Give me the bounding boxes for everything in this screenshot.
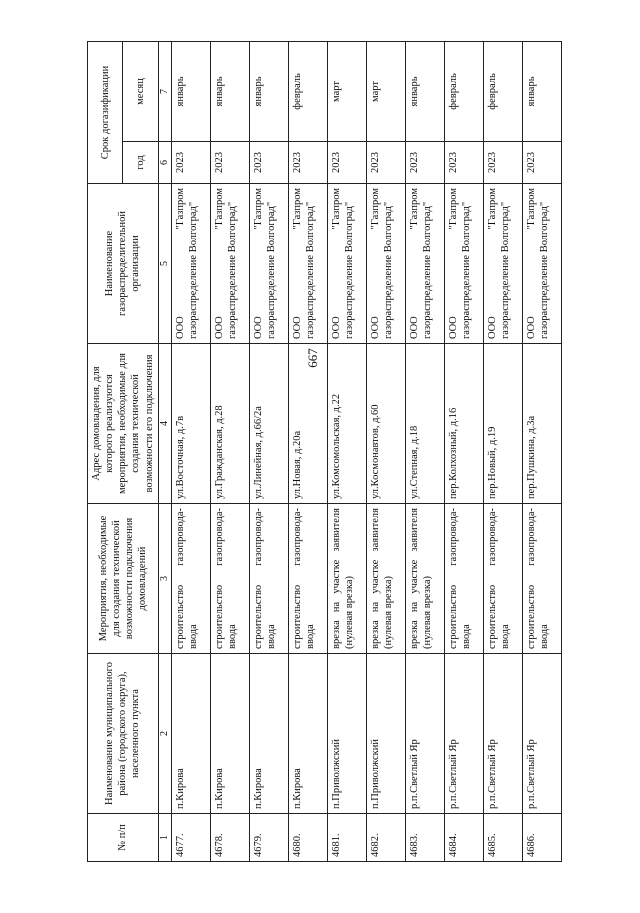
row-month: январь bbox=[406, 41, 445, 141]
row-year: 2023 bbox=[445, 142, 484, 184]
row-number: 4679. bbox=[250, 814, 289, 862]
row-address: ул.Восточная, д.7в bbox=[172, 344, 211, 504]
row-month: январь bbox=[172, 41, 211, 141]
row-number: 4677. bbox=[172, 814, 211, 862]
table-row bbox=[406, 41, 445, 861]
column-index-row bbox=[158, 41, 172, 861]
row-month: март bbox=[328, 41, 367, 141]
page-number: 667 bbox=[305, 348, 320, 368]
row-year: 2023 bbox=[211, 142, 250, 184]
row-place: р.п.Светлый Яр bbox=[406, 654, 445, 814]
row-month: март bbox=[367, 41, 406, 141]
row-org: ООО "Газпром газораспределение Волгоград" bbox=[211, 184, 250, 344]
table-row bbox=[250, 41, 289, 861]
row-month: январь bbox=[523, 41, 562, 141]
row-measure: строительство газопровода-ввода bbox=[523, 504, 562, 654]
row-year: 2023 bbox=[250, 142, 289, 184]
row-measure: строительство газопровода-ввода bbox=[484, 504, 523, 654]
row-place: р.п.Светлый Яр bbox=[484, 654, 523, 814]
row-address: пер.Колхозный, д.16 bbox=[445, 344, 484, 504]
row-number: 4678. bbox=[211, 814, 250, 862]
row-number: 4681. bbox=[328, 814, 367, 862]
table-row bbox=[172, 41, 211, 861]
row-number: 4680. bbox=[289, 814, 328, 862]
row-place: п.Приволжский bbox=[328, 654, 367, 814]
row-measure: строительство газопровода-ввода bbox=[445, 504, 484, 654]
header-district: Наименование муниципального района (городского округа), населенного пункта bbox=[88, 654, 159, 814]
row-year: 2023 bbox=[172, 142, 211, 184]
row-number: 4683. bbox=[406, 814, 445, 862]
row-address: ул.Комсомольская, д.22 bbox=[328, 344, 367, 504]
row-month: февраль bbox=[289, 41, 328, 141]
row-number: 4685. bbox=[484, 814, 523, 862]
header-measures: Мероприятия, необходимые для создания технической возможности подключения домовладений bbox=[88, 504, 159, 654]
row-measure: врезка на участке заявителя (нулевая врезка) bbox=[328, 504, 367, 654]
row-address: ул.Космонавтов, д.60 bbox=[367, 344, 406, 504]
table-row bbox=[211, 41, 250, 861]
row-address: пер.Пушкина, д.3а bbox=[523, 344, 562, 504]
row-month: январь bbox=[211, 41, 250, 141]
row-year: 2023 bbox=[367, 142, 406, 184]
header-address: Адрес домовладения, для которого реализуются мероприятия, необходимые для создания технической возможности его подключения bbox=[88, 344, 159, 504]
row-org: ООО "Газпром газораспределение Волгоград" bbox=[289, 184, 328, 344]
row-month: январь bbox=[250, 41, 289, 141]
row-measure: врезка на участке заявителя (нулевая врезка) bbox=[406, 504, 445, 654]
row-measure: строительство газопровода-ввода bbox=[250, 504, 289, 654]
row-org: ООО "Газпром газораспределение Волгоград" bbox=[328, 184, 367, 344]
row-year: 2023 bbox=[523, 142, 562, 184]
row-place: п.Кирова bbox=[289, 654, 328, 814]
row-month: февраль bbox=[484, 41, 523, 141]
row-place: р.п.Светлый Яр bbox=[445, 654, 484, 814]
row-org: ООО "Газпром газораспределение Волгоград" bbox=[484, 184, 523, 344]
table-row bbox=[523, 41, 562, 861]
row-number: 4686. bbox=[523, 814, 562, 862]
table-row bbox=[484, 41, 523, 861]
row-year: 2023 bbox=[328, 142, 367, 184]
row-org: ООО "Газпром газораспределение Волгоград" bbox=[523, 184, 562, 344]
col-index: 6 bbox=[158, 142, 172, 184]
col-index: 1 bbox=[158, 814, 172, 862]
row-org: ООО "Газпром газораспределение Волгоград" bbox=[250, 184, 289, 344]
col-index: 7 bbox=[158, 41, 172, 141]
row-place: п.Кирова bbox=[250, 654, 289, 814]
row-address: ул.Линейная, д.66/2а bbox=[250, 344, 289, 504]
col-index: 5 bbox=[158, 184, 172, 344]
table-row bbox=[289, 41, 328, 861]
row-place: п.Приволжский bbox=[367, 654, 406, 814]
row-year: 2023 bbox=[289, 142, 328, 184]
col-index: 3 bbox=[158, 504, 172, 654]
table-row bbox=[328, 41, 367, 861]
row-place: п.Кирова bbox=[211, 654, 250, 814]
header-year: год bbox=[123, 142, 158, 184]
col-index: 4 bbox=[158, 344, 172, 504]
table-row bbox=[367, 41, 406, 861]
table-row bbox=[445, 41, 484, 861]
row-number: 4682. bbox=[367, 814, 406, 862]
header-month: месяц bbox=[123, 41, 158, 141]
row-address: ул.Степная, д.18 bbox=[406, 344, 445, 504]
header-org: Наименование газораспределительной организации bbox=[88, 184, 159, 344]
col-index: 2 bbox=[158, 654, 172, 814]
row-place: р.п.Светлый Яр bbox=[523, 654, 562, 814]
row-address: ул.Новая, д.20а bbox=[289, 344, 328, 504]
row-address: ул.Гражданская, д.28 bbox=[211, 344, 250, 504]
row-year: 2023 bbox=[406, 142, 445, 184]
gasification-table bbox=[87, 41, 562, 862]
row-measure: строительство газопровода-ввода bbox=[211, 504, 250, 654]
row-org: ООО "Газпром газораспределение Волгоград" bbox=[406, 184, 445, 344]
row-measure: строительство газопровода-ввода bbox=[289, 504, 328, 654]
row-number: 4684. bbox=[445, 814, 484, 862]
row-measure: строительство газопровода-ввода bbox=[172, 504, 211, 654]
header-term: Срок догазификации bbox=[88, 41, 123, 183]
row-place: п.Кирова bbox=[172, 654, 211, 814]
row-year: 2023 bbox=[484, 142, 523, 184]
row-measure: врезка на участке заявителя (нулевая врезка) bbox=[367, 504, 406, 654]
row-org: ООО "Газпром газораспределение Волгоград" bbox=[172, 184, 211, 344]
document-table-sheet bbox=[87, 42, 607, 862]
row-address: пер.Новый, д.19 bbox=[484, 344, 523, 504]
row-month: февраль bbox=[445, 41, 484, 141]
row-org: ООО "Газпром газораспределение Волгоград" bbox=[367, 184, 406, 344]
row-org: ООО "Газпром газораспределение Волгоград" bbox=[445, 184, 484, 344]
header-num: № п/п bbox=[88, 814, 159, 862]
